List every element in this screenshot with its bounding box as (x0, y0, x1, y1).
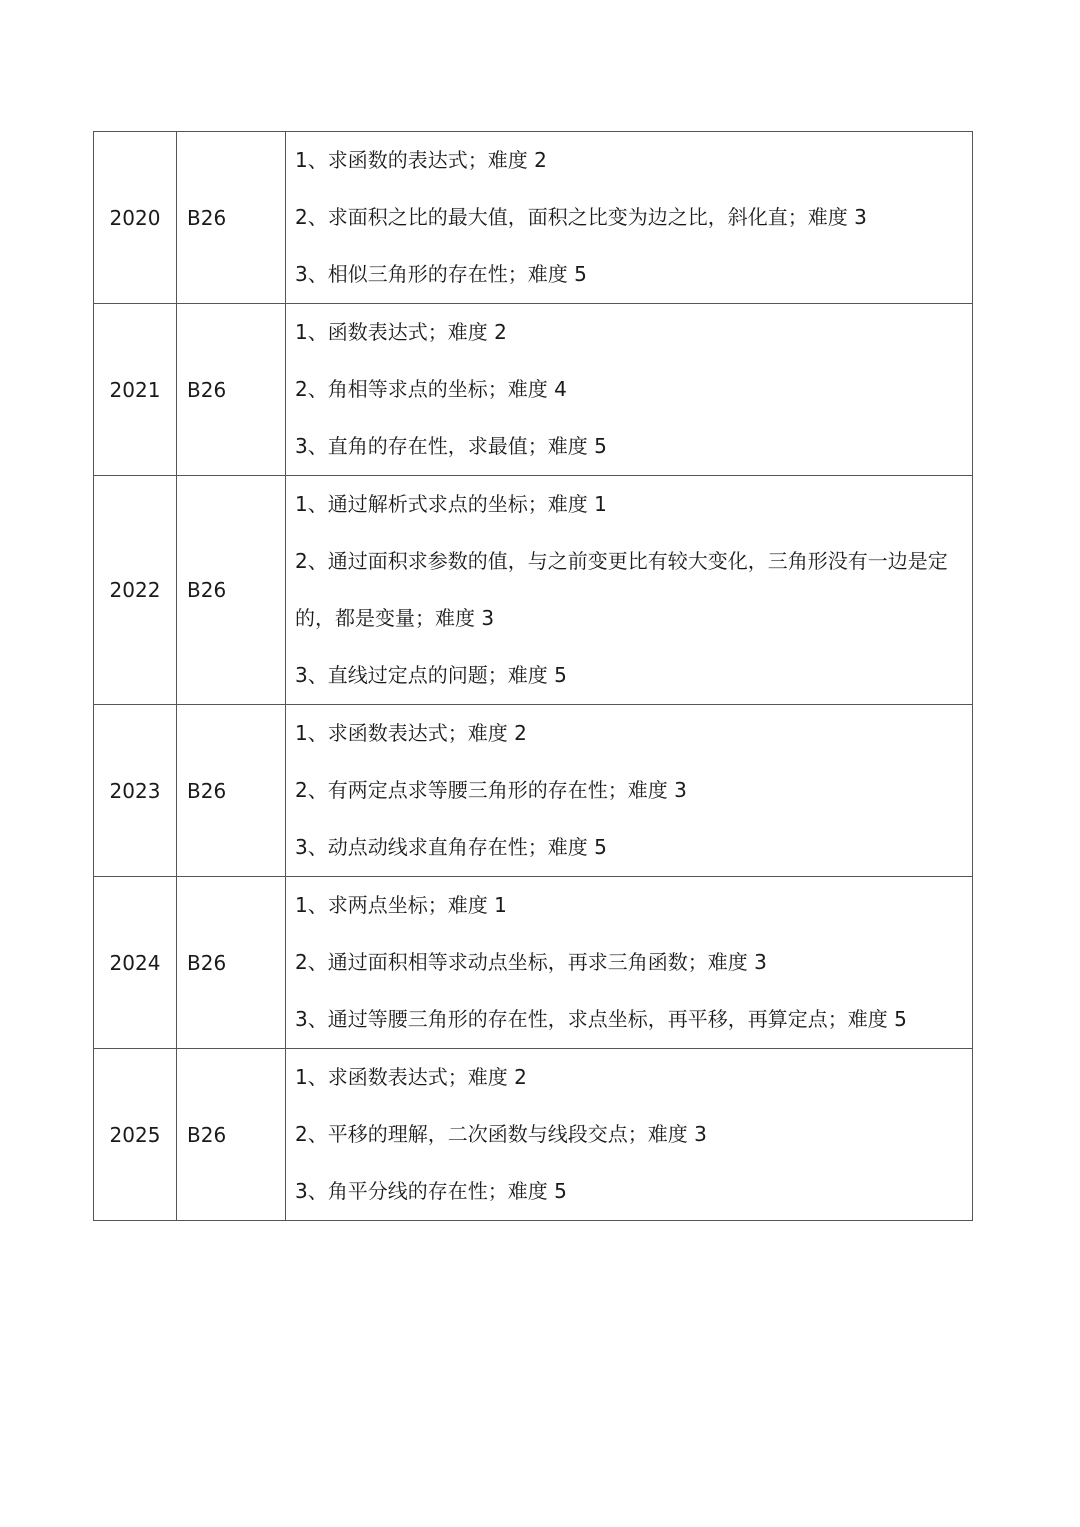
topics-cell (286, 705, 973, 877)
topic-item: 1、求函数的表达式；难度 2 (295, 148, 547, 172)
question-code-cell: B26 (177, 877, 286, 1049)
topics-cell (286, 476, 973, 705)
topic-item: 2、通过面积求参数的值，与之前变更比有较大变化，三角形没有一边是定的，都是变量；难度 3 (295, 549, 948, 630)
question-code-cell: B26 (177, 304, 286, 476)
topic-item: 2、有两定点求等腰三角形的存在性；难度 3 (295, 778, 687, 802)
table-row (94, 132, 973, 304)
year-cell: 2022 (94, 476, 177, 705)
topic-item: 3、动点动线求直角存在性；难度 5 (295, 835, 607, 859)
topic-item: 3、相似三角形的存在性；难度 5 (295, 262, 587, 286)
question-code-cell: B26 (177, 1049, 286, 1221)
topic-item: 2、平移的理解，二次函数与线段交点；难度 3 (295, 1122, 707, 1146)
table-row (94, 705, 973, 877)
topic-item: 3、直线过定点的问题；难度 5 (295, 663, 567, 687)
topic-list (295, 877, 964, 1048)
topic-item: 1、函数表达式；难度 2 (295, 320, 507, 344)
topic-list (295, 1049, 964, 1220)
topic-list (295, 476, 964, 704)
year-cell: 2023 (94, 705, 177, 877)
question-code-cell: B26 (177, 476, 286, 705)
topic-item: 1、求两点坐标；难度 1 (295, 893, 507, 917)
table-row (94, 476, 973, 705)
question-code-cell: B26 (177, 705, 286, 877)
topic-list (295, 132, 964, 303)
topics-cell (286, 1049, 973, 1221)
year-cell: 2021 (94, 304, 177, 476)
exam-topic-table (93, 131, 973, 1221)
year-cell: 2025 (94, 1049, 177, 1221)
topic-item: 1、求函数表达式；难度 2 (295, 1065, 527, 1089)
year-cell: 2020 (94, 132, 177, 304)
topic-item: 3、角平分线的存在性；难度 5 (295, 1179, 567, 1203)
topic-list (295, 705, 964, 876)
table-row (94, 877, 973, 1049)
topic-item: 2、求面积之比的最大值，面积之比变为边之比，斜化直；难度 3 (295, 205, 867, 229)
year-cell: 2024 (94, 877, 177, 1049)
topics-cell (286, 877, 973, 1049)
question-code-cell: B26 (177, 132, 286, 304)
topic-item: 2、通过面积相等求动点坐标，再求三角函数；难度 3 (295, 950, 767, 974)
topic-list (295, 304, 964, 475)
topic-item: 3、直角的存在性，求最值；难度 5 (295, 434, 607, 458)
topics-cell (286, 304, 973, 476)
topics-cell (286, 132, 973, 304)
topic-item: 2、角相等求点的坐标；难度 4 (295, 377, 567, 401)
topic-item: 1、求函数表达式；难度 2 (295, 721, 527, 745)
table-row (94, 1049, 973, 1221)
topic-item: 3、通过等腰三角形的存在性，求点坐标，再平移，再算定点；难度 5 (295, 1007, 907, 1031)
table-row (94, 304, 973, 476)
topic-item: 1、通过解析式求点的坐标；难度 1 (295, 492, 607, 516)
